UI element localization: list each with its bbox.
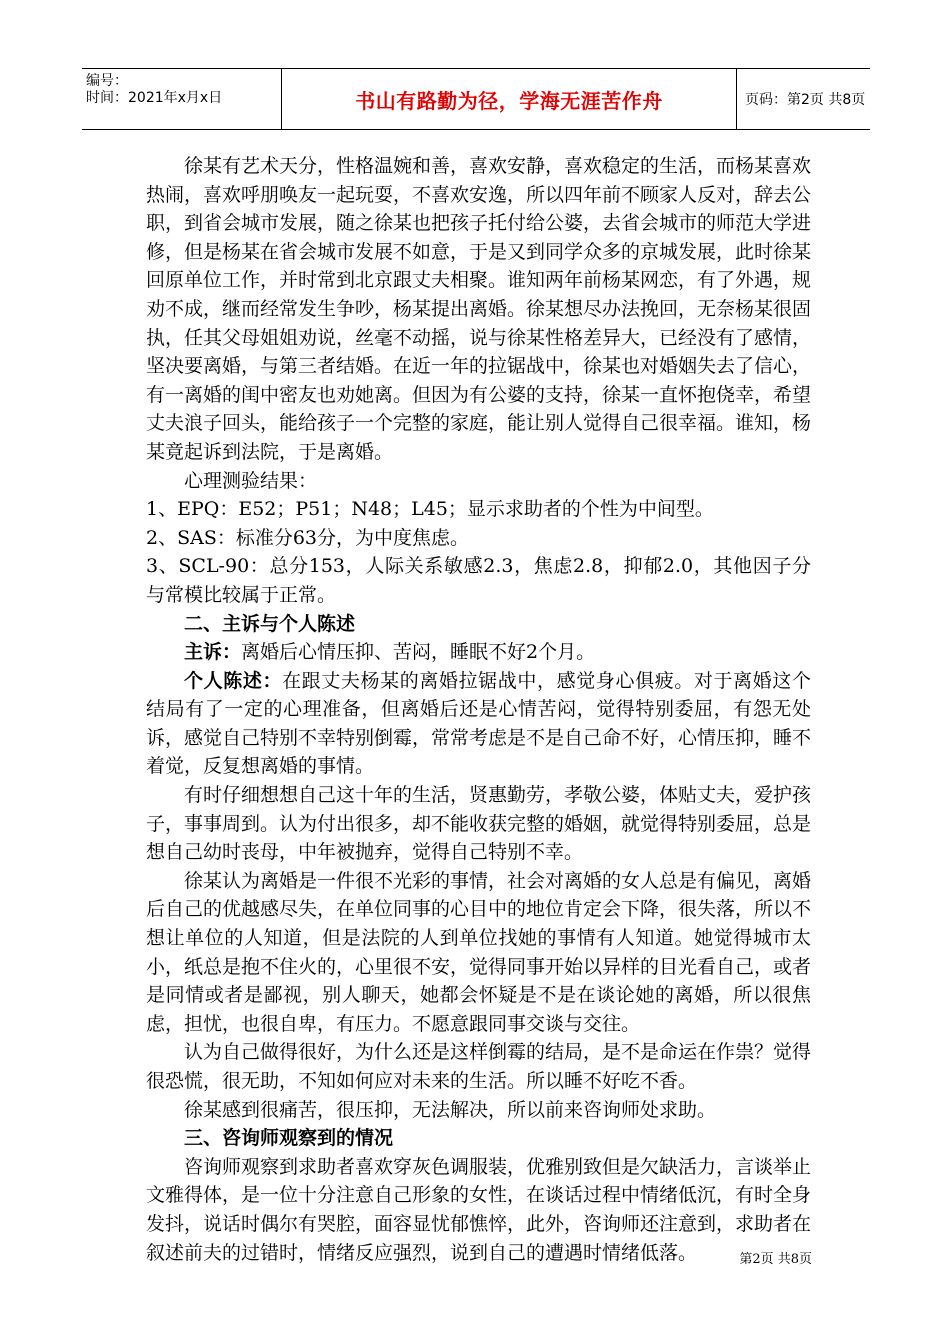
paragraph-seeking-help: 徐某感到很痛苦，很压抑，无法解决，所以前来咨询师处求助。 — [184, 1098, 717, 1121]
paragraph-epq: 1、EPQ：E52；P51；N48；L45；显示求助者的个性为中间型。 — [146, 498, 714, 521]
header-page-number: 页码：第2页 共8页 — [745, 92, 866, 108]
paragraph-personal-statement — [146, 667, 811, 781]
chief-complaint-label: 主诉： — [184, 641, 242, 664]
paragraph-sas: 2、SAS：标准分63分，为中度焦虑。 — [146, 526, 470, 549]
page-header — [82, 68, 870, 130]
document-date-label: 时间：2021年x月x日 — [86, 90, 223, 106]
section-heading-observation: 三、咨询师观察到的情况 — [184, 1127, 394, 1150]
personal-statement-text: 在跟丈夫杨某的离婚拉锯战中，感觉身心俱疲。对于离婚这个结局有了一定的心理准备，但离婚后还是心情苦闷，觉得特别委屈，有怨无处诉，感觉自己特别不幸特别倒霉，常常考虑是不是自己命不好，心情压抑，睡不着觉，反复想离婚的事情。 — [146, 669, 812, 778]
paragraph-chief-complaint — [146, 638, 811, 667]
page-footer: 第2页 共8页 — [739, 1252, 812, 1267]
chief-complaint-text: 离婚后心情压抑、苦闷，睡眠不好2个月。 — [241, 641, 596, 664]
header-meta — [82, 69, 282, 129]
section-heading-complaint: 二、主诉与个人陈述 — [184, 612, 356, 635]
document-body — [146, 152, 811, 1267]
paragraph-background: 徐某有艺术天分，性格温婉和善，喜欢安静，喜欢稳定的生活，而杨某喜欢热闹，喜欢呼朋唤友一起玩耍，不喜欢安逸，所以四年前不顾家人反对，辞去公职，到省会城市发展，随之徐某也把孩子托付给公婆，去省会城市的师范大学进修，但是杨某在省会城市发展不如意，于是又到同学众多的京城发展，此时徐某回原单位工作，并时常到北京跟丈夫相聚。谁知两年前杨某网恋，有了外遇，规劝不成，继而经常发生争吵，杨某提出离婚。徐某想尽办法挽回，无奈杨某很固执，任其父母姐姐劝说，丝毫不动摇，说与徐某性格差异大，已经没有了感情，坚决要离婚，与第三者结婚。在近一年的拉锯战中，徐某也对婚姻失去了信心，有一离婚的闺中密友也劝她离。但因为有公婆的支持，徐某一直怀抱侥幸，希望丈夫浪子回头，能给孩子一个完整的家庭，能让别人觉得自己很幸福。谁知，杨某竟起诉到法院，于是离婚。 — [146, 155, 812, 463]
personal-statement-label: 个人陈述： — [184, 669, 283, 692]
document-number-label: 编号： — [86, 73, 128, 89]
paragraph-test-results-heading: 心理测验结果： — [184, 469, 318, 492]
header-motto: 书山有路勤为径，学海无涯苦作舟 — [282, 69, 737, 129]
paragraph-reflection: 有时仔细想想自己这十年的生活，贤惠勤劳，孝敬公婆，体贴丈夫，爱护孩子，事事周到。认为付出很多，却不能收获完整的婚姻，就觉得特别委屈，总是想自己幼时丧母，中年被抛弃，觉得自己特别不幸。 — [146, 784, 812, 864]
paragraph-fear: 认为自己做得很好，为什么还是这样倒霉的结局，是不是命运在作祟？觉得很恐慌，很无助，不知如何应对未来的生活。所以睡不好吃不香。 — [146, 1041, 812, 1092]
paragraph-observation: 咨询师观察到求助者喜欢穿灰色调服装，优雅别致但是欠缺活力，言谈举止文雅得体，是一位十分注意自己形象的女性，在谈话过程中情绪低沉，有时全身发抖，说话时偶尔有哭腔，面容显忧郁憔悴，此外，咨询师还注意到，求助者在叙述前夫的过错时，情绪反应强烈，说到自己的遭遇时情绪低落。 — [146, 1155, 812, 1264]
paragraph-social-anxiety: 徐某认为离婚是一件很不光彩的事情，社会对离婚的女人总是有偏见，离婚后自己的优越感尽失，在单位同事的心目中的地位肯定会下降，很失落，所以不想让单位的人知道，但是法院的人到单位找她的事情有人知道。她觉得城市太小，纸总是抱不住火的，心里很不安，觉得同事开始以异样的目光看自己，或者是同情或者是鄙视，别人聊天，她都会怀疑是不是在谈论她的离婚，所以很焦虑，担忧，也很自卑，有压力。不愿意跟同事交谈与交往。 — [146, 869, 812, 1035]
paragraph-scl90: 3、SCL-90：总分153，人际关系敏感2.3，焦虑2.8，抑郁2.0，其他因子分与常模比较属于正常。 — [146, 555, 811, 606]
